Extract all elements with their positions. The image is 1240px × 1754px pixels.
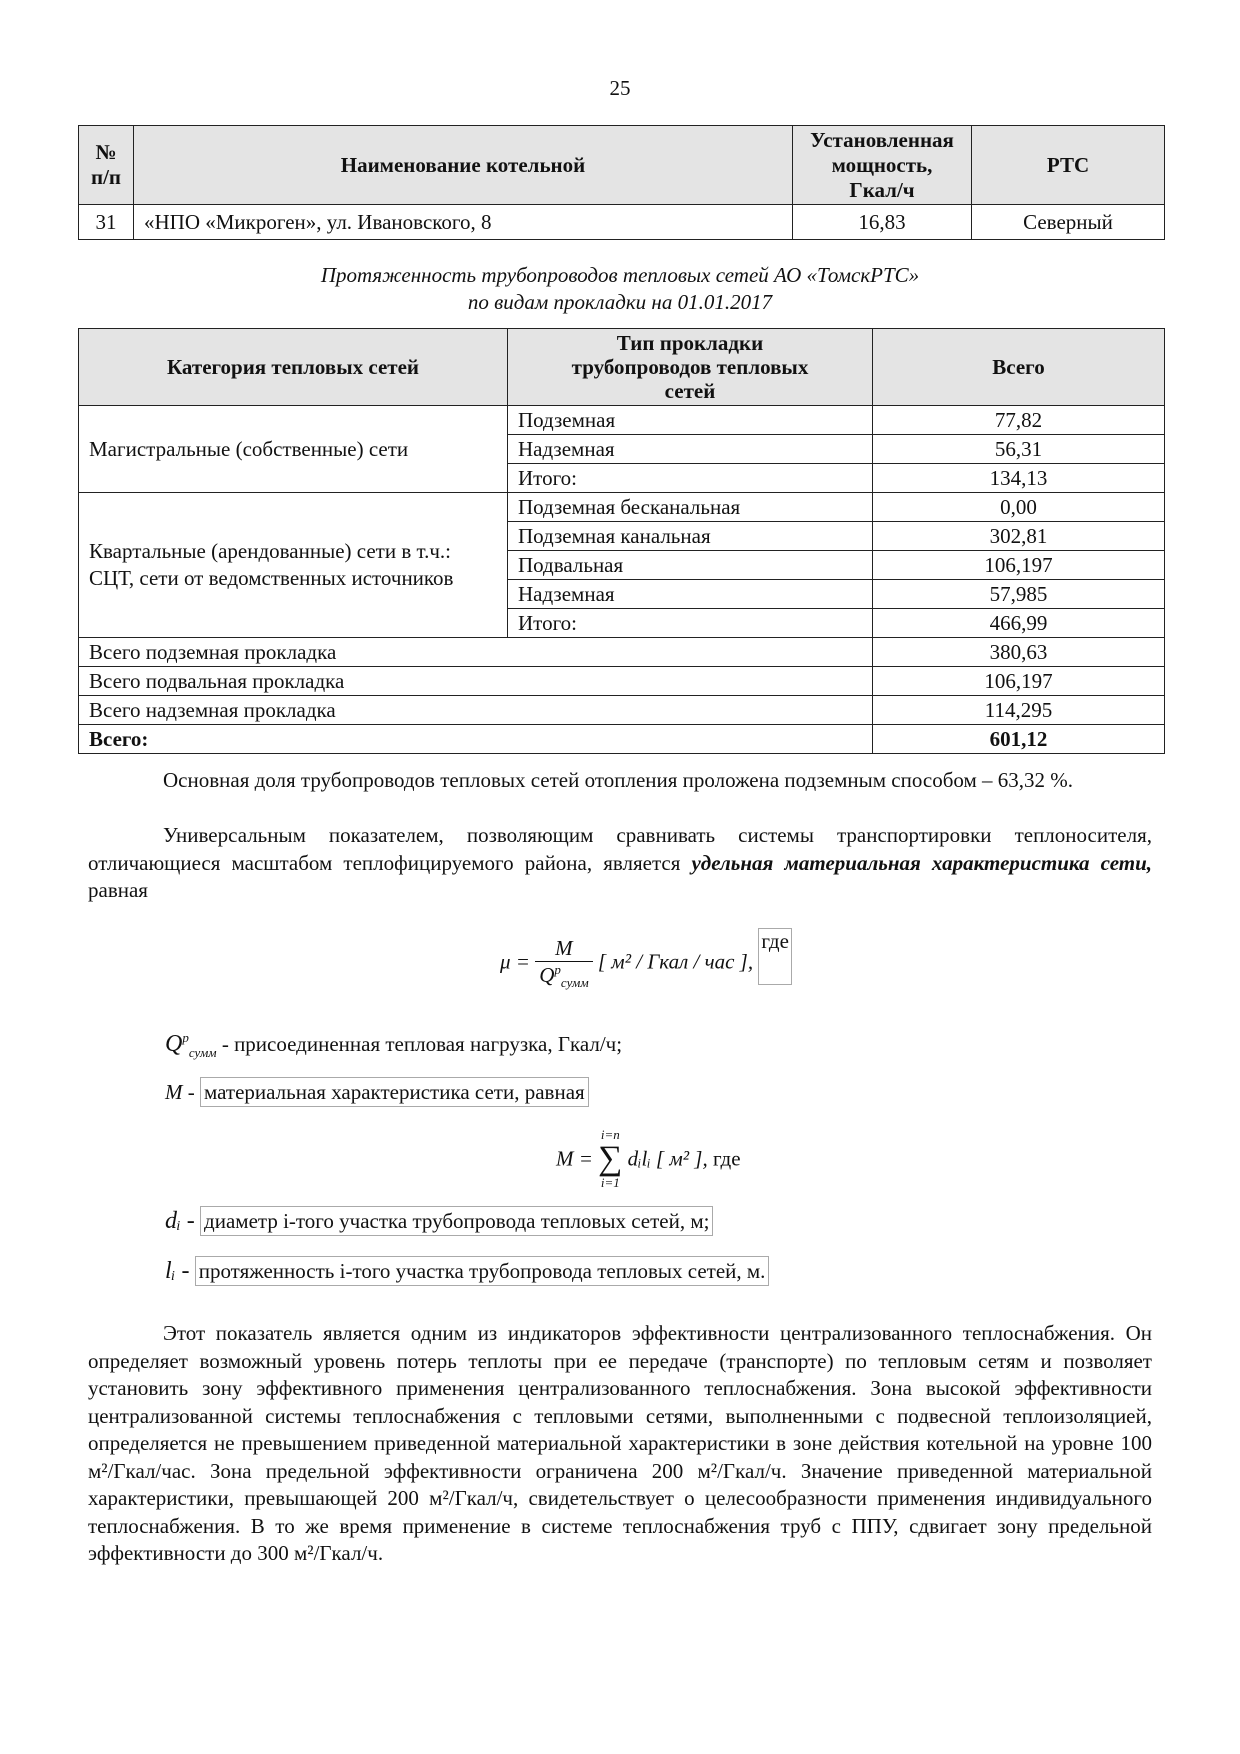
formula1-numerator: M bbox=[535, 936, 592, 962]
formula1-q-sup: p bbox=[554, 962, 561, 977]
formula1-denominator bbox=[535, 962, 592, 991]
cell-total-label: Всего подземная прокладка bbox=[79, 638, 873, 667]
cell-laying-type: Итого: bbox=[508, 609, 873, 638]
def-d-text: диаметр i-того участка трубопровода тепловых сетей, м; bbox=[200, 1206, 713, 1236]
cell-total-label: Всего надземная прокладка bbox=[79, 696, 873, 725]
def-l-symbol: lᵢ - bbox=[165, 1258, 190, 1284]
formula2-where: где bbox=[712, 1146, 741, 1171]
formula1-units: [ м² / Гкал / час ], bbox=[597, 949, 754, 974]
formula1-where: где bbox=[758, 928, 792, 985]
table-header-row bbox=[79, 126, 1165, 205]
col-header-boiler-name: Наименование котельной bbox=[134, 126, 793, 205]
page-number: 25 bbox=[609, 76, 631, 100]
cell-value: 0,00 bbox=[873, 493, 1165, 522]
definition-m bbox=[165, 1080, 589, 1105]
formula2-sum-bottom: i=1 bbox=[600, 1175, 620, 1190]
cell-number: 31 bbox=[79, 205, 134, 240]
cell-value: 302,81 bbox=[873, 522, 1165, 551]
cell-laying-type: Подземная канальная bbox=[508, 522, 873, 551]
grand-total-row bbox=[79, 725, 1165, 754]
formula-material-characteristic bbox=[556, 1128, 741, 1190]
formula1-lhs: μ = bbox=[500, 949, 530, 974]
cell-value: 114,295 bbox=[873, 696, 1165, 725]
cell-value: 106,197 bbox=[873, 551, 1165, 580]
definition-q bbox=[165, 1030, 622, 1061]
paragraph-indicator-emphasis: удельная материальная характеристика сети, bbox=[691, 850, 1152, 875]
caption-line-1: Протяженность трубопроводов тепловых сетей АО «ТомскРТС» bbox=[320, 263, 920, 287]
col-header-laying-type: Тип прокладки трубопроводов тепловых сетей bbox=[508, 329, 873, 406]
cell-grand-total-label: Всего: bbox=[79, 725, 873, 754]
formula-specific-characteristic bbox=[500, 929, 792, 991]
col-header-number: № п/п bbox=[79, 126, 134, 205]
definition-l bbox=[165, 1258, 769, 1285]
formula1-q-sub: сумм bbox=[560, 975, 589, 991]
table-header-row bbox=[79, 329, 1165, 406]
cell-category-main: Магистральные (собственные) сети bbox=[79, 406, 508, 493]
paragraph-indicator bbox=[88, 822, 1152, 905]
def-q-text: - присоединенная тепловая нагрузка, Гкал/ч; bbox=[221, 1032, 623, 1056]
col-header-category: Категория тепловых сетей bbox=[79, 329, 508, 406]
table-row bbox=[79, 493, 1165, 522]
cell-value: 380,63 bbox=[873, 638, 1165, 667]
cell-laying-type: Подвальная bbox=[508, 551, 873, 580]
col-header-total: Всего bbox=[873, 329, 1165, 406]
formula1-q: Q bbox=[539, 963, 555, 987]
formula2-lhs: M = bbox=[556, 1146, 593, 1171]
caption-line-2: по видам прокладки на 01.01.2017 bbox=[467, 290, 773, 314]
cell-laying-type: Надземная bbox=[508, 435, 873, 464]
cell-value: 77,82 bbox=[873, 406, 1165, 435]
def-d-symbol: dᵢ - bbox=[165, 1208, 195, 1234]
cell-total-label: Всего подвальная прокладка bbox=[79, 667, 873, 696]
formula2-sum-top: i=n bbox=[600, 1127, 620, 1142]
col-header-rts: РТС bbox=[972, 126, 1165, 205]
definition-d bbox=[165, 1208, 713, 1235]
def-m-symbol: M - bbox=[165, 1080, 195, 1104]
def-q-sub: сумм bbox=[188, 1044, 217, 1060]
table-row bbox=[79, 205, 1165, 240]
cell-value: 56,31 bbox=[873, 435, 1165, 464]
cell-grand-total-value: 601,12 bbox=[873, 725, 1165, 754]
def-q-sup: p bbox=[182, 1030, 189, 1045]
paragraph-indicator-tail: равная bbox=[88, 878, 148, 902]
cell-category-quarter: Квартальные (арендованные) сети в т.ч.: СЦТ, сети от ведомственных источников bbox=[79, 493, 508, 638]
cell-boiler-name: «НПО «Микроген», ул. Ивановского, 8 bbox=[134, 205, 793, 240]
def-m-text: материальная характеристика сети, равная bbox=[200, 1077, 589, 1107]
paragraph-share: Основная доля трубопроводов тепловых сетей отопления проложена подземным способом – 63,32 %. bbox=[163, 768, 1074, 792]
table-row bbox=[79, 406, 1165, 435]
cell-value: 106,197 bbox=[873, 667, 1165, 696]
formula2-body: dᵢlᵢ bbox=[627, 1146, 651, 1171]
formula1-fraction bbox=[535, 936, 592, 991]
cell-value: 134,13 bbox=[873, 464, 1165, 493]
table-caption bbox=[0, 262, 1240, 316]
cell-laying-type: Надземная bbox=[508, 580, 873, 609]
pipeline-length-table bbox=[78, 328, 1165, 754]
table-row bbox=[79, 638, 1165, 667]
cell-value: 466,99 bbox=[873, 609, 1165, 638]
cell-laying-type: Итого: bbox=[508, 464, 873, 493]
def-q-letter: Q bbox=[165, 1031, 183, 1057]
cell-rts: Северный bbox=[972, 205, 1165, 240]
def-l-text: протяженность i-того участка трубопровода тепловых сетей, м. bbox=[195, 1256, 770, 1286]
sigma-icon: ∑ bbox=[598, 1140, 623, 1177]
boiler-table bbox=[78, 125, 1165, 240]
table-row bbox=[79, 667, 1165, 696]
paragraph-indicator-text: Универсальным показателем, позволяющим сравнивать системы транспортировки теплоносителя, отличающиеся масштабом теплофицируемого района, является bbox=[88, 823, 1152, 875]
cell-value: 57,985 bbox=[873, 580, 1165, 609]
table-row bbox=[79, 696, 1165, 725]
col-header-capacity: Установленная мощность, Гкал/ч bbox=[793, 126, 972, 205]
paragraph-efficiency: Этот показатель является одним из индикаторов эффективности централизованного теплоснабжения. Он определяет возможный уровень потерь теплоты при ее передаче (транспорте) по тепловым сетям и позволяет установить зону эффективного применения централизованного теплоснабжения. Зона высокой эффективности централизованной системы теплоснабжения с тепловыми сетями, выполненными с подвесной теплоизоляцией, определяется не превышением приведенной материальной характеристики в зоне действия котельной на уровне 100 м²/Гкал/час. Зона предельной эффективности ограничена 200 м²/Гкал/ч. Значение приведенной материальной характеристики, превышающей 200 м²/Гкал/ч, свидетельствует о целесообразности применения индивидуального теплоснабжения. В то же время применение в системе теплоснабжения труб с ППУ, сдвигает зону предельной эффективности до 300 м²/Гкал/ч. bbox=[88, 1321, 1152, 1565]
cell-laying-type: Подземная бесканальная bbox=[508, 493, 873, 522]
cell-capacity: 16,83 bbox=[793, 205, 972, 240]
formula2-sum bbox=[598, 1128, 622, 1190]
def-q-symbol bbox=[165, 1030, 217, 1060]
cell-laying-type: Подземная bbox=[508, 406, 873, 435]
formula2-units: [ м² ], bbox=[655, 1146, 708, 1171]
